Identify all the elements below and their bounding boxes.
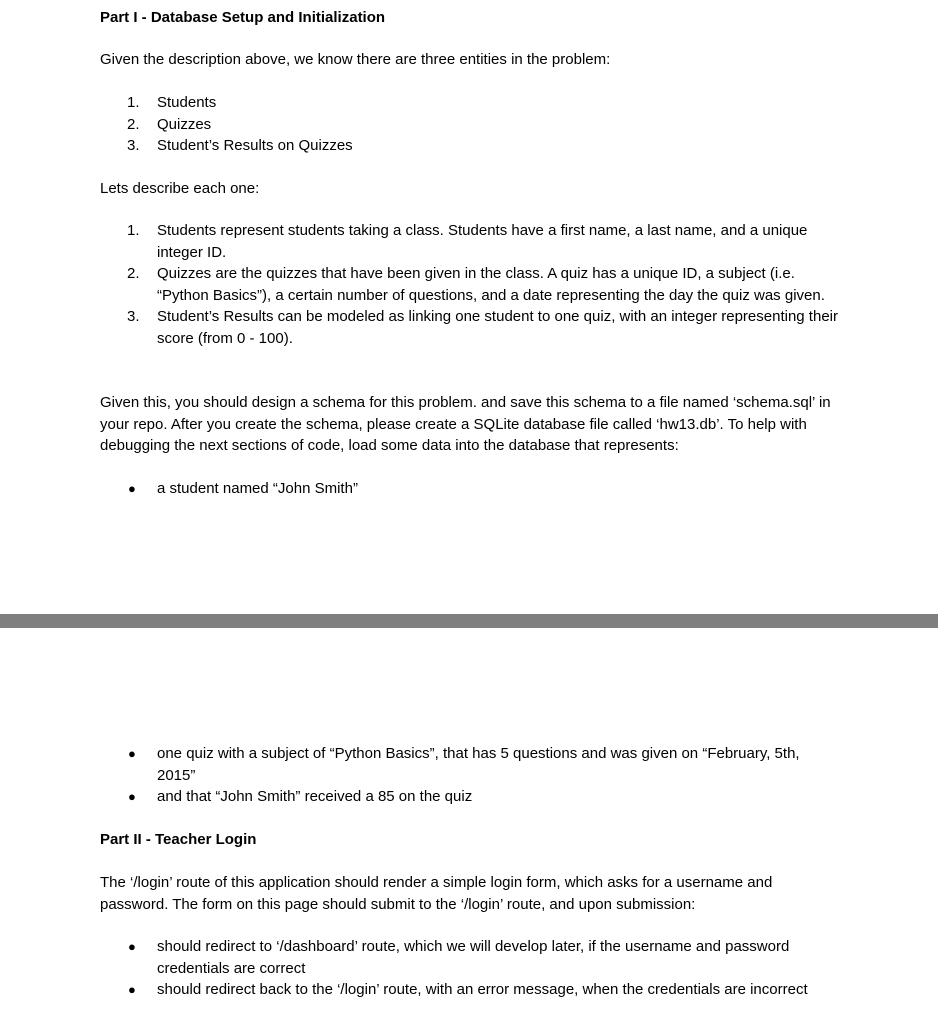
list-item [100,306,840,349]
list-item [100,220,840,263]
list-item-text: Quizzes are the quizzes that have been given in the class. A quiz has a unique ID, a subject (i.e. “Python Basics”), a certain number of questions, and a date representing the day the quiz was given. [157,265,825,304]
list-number: 1. [127,222,140,239]
list-item [100,478,840,500]
list-number: 3. [127,137,140,154]
list-item [100,786,840,808]
data-list-page1 [100,478,840,500]
list-item [100,263,840,306]
login-behaviour-list [100,936,840,1001]
descriptions-list [100,220,840,349]
list-number: 2. [127,265,140,282]
list-item-text: should redirect to ‘/dashboard’ route, which we will develop later, if the username and password credentials are correct [157,938,790,977]
list-item-text: a student named “John Smith” [157,480,358,497]
entities-list [100,92,840,157]
list-item [100,135,840,157]
list-item [100,936,840,979]
list-item [100,114,840,136]
list-item-text: Students [157,94,217,111]
list-item-text: one quiz with a subject of “Python Basics”, that has 5 questions and was given on “February, 5th, 2015” [157,745,800,784]
list-item [100,979,840,1001]
part1-heading: Part I - Database Setup and Initialization [100,9,386,26]
list-item-text: Students represent students taking a class. Students have a first name, a last name, and a unique integer ID. [157,222,808,261]
bullet-icon: ● [128,481,136,496]
data-list-page2 [100,743,840,808]
describe-intro: Lets describe each one: [100,180,260,197]
list-item-text: Quizzes [157,115,212,133]
bullet-icon: ● [128,789,136,804]
list-item [100,92,840,114]
bullet-icon: ● [128,982,136,997]
schema-paragraph: Given this, you should design a schema for this problem. and save this schema to a file named ‘schema.sql’ in your repo. After you create the schema, please create a SQLite database file called ‘hw13.db’. To help with debugging the next sections of code, load some data into the database that represents: [100,394,831,454]
list-number: 3. [127,308,140,325]
bullet-icon: ● [128,746,136,761]
document-page-2 [0,628,938,1024]
list-item-text: Student’s Results on Quizzes [157,137,353,154]
list-item-text: and that “John Smith” received a 85 on the quiz [157,788,473,805]
part2-heading: Part II - Teacher Login [100,831,257,848]
list-item-text: Student’s Results can be modeled as linking one student to one quiz, with an integer representing their score (from 0 - 100). [157,308,838,347]
page-separator [0,614,938,628]
list-number: 1. [127,94,140,111]
part2-paragraph: The ‘/login’ route of this application should render a simple login form, which asks for a username and password. The form on this page should submit to the ‘/login’ route, and upon submission: [100,874,773,913]
part1-intro: Given the description above, we know there are three entities in the problem: [100,51,611,68]
list-number: 2. [127,115,140,133]
bullet-icon: ● [128,939,136,954]
list-item [100,743,840,786]
list-item-text: should redirect back to the ‘/login’ route, with an error message, when the credentials are incorrect [157,981,808,998]
